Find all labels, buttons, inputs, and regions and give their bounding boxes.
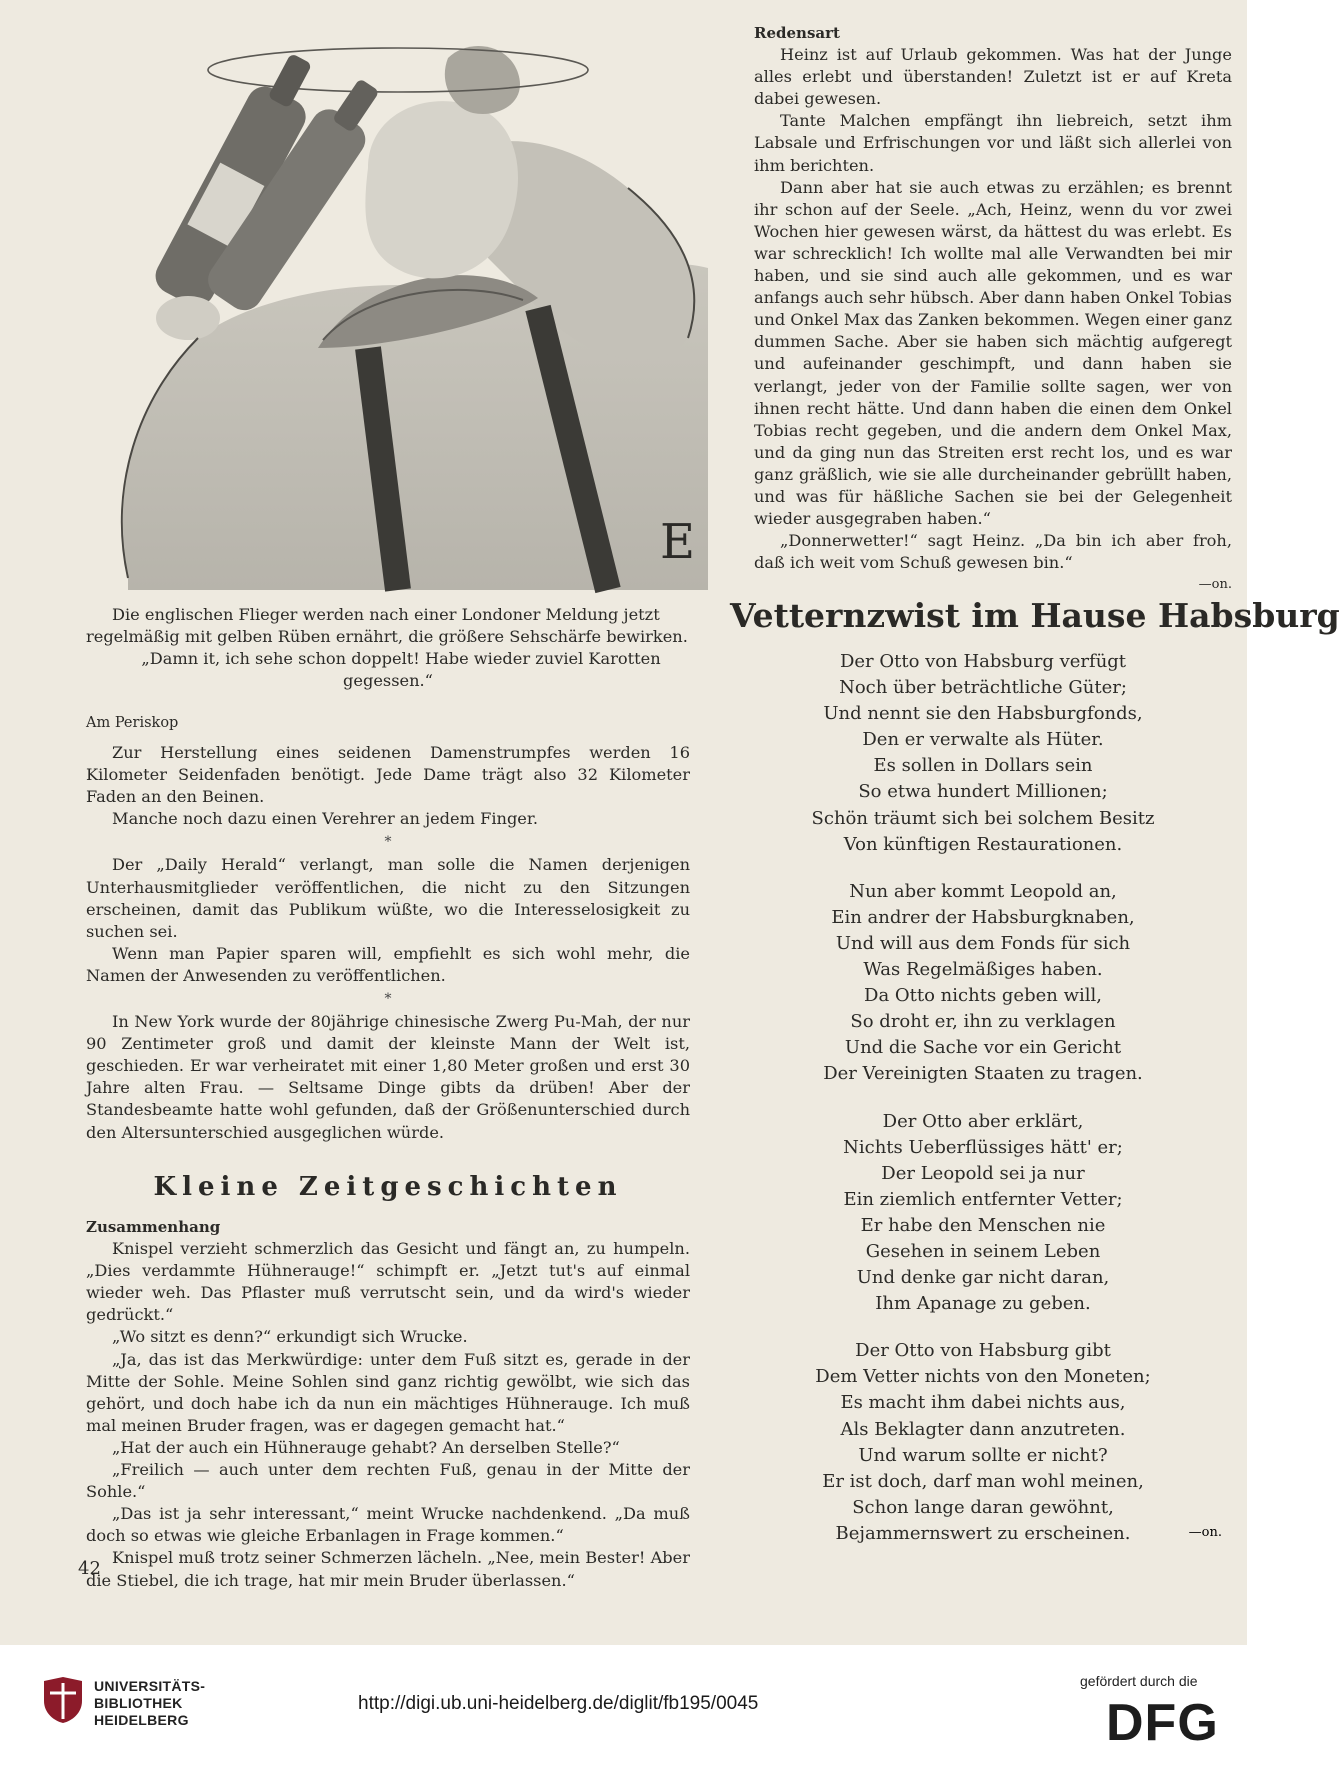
section-heading: Redensart xyxy=(754,24,840,42)
separator-asterisk: * xyxy=(384,834,392,851)
poem-line: Ein ziemlich entfernter Vetter; xyxy=(843,1188,1123,1210)
poem-line: Und die Sache vor ein Gericht xyxy=(844,1037,1122,1059)
paragraph: Tante Malchen empfängt ihn liebreich, setzt ihm Labsale und Erfrischungen vor und läßt sich allerlei von ihm berichten. xyxy=(754,111,1232,175)
poem-line: Dem Vetter nichts von den Moneten; xyxy=(815,1366,1151,1388)
poem-section xyxy=(730,596,1340,1544)
poem-line: Der Leopold sei ja nur xyxy=(881,1162,1085,1184)
author-signature: —on. xyxy=(1198,577,1232,593)
section-title: Kleine Zeitgeschichten xyxy=(153,1172,623,1202)
poem-line: So etwa hundert Millionen; xyxy=(858,781,1108,803)
author-signature: —on. xyxy=(1188,1525,1222,1540)
poem-line: Den er verwalte als Hüter. xyxy=(862,729,1104,751)
poem-line: Noch über beträchtliche Güter; xyxy=(839,677,1127,699)
paragraph: Der „Daily Herald“ verlangt, man solle die Namen derjenigen Unterhausmitglieder veröffentlichen, die nicht zu den Sitzungen erscheinen, damit das Publikum wüßte, wo die Interesselosigkeit zu suchen sei. xyxy=(86,855,690,941)
illustrator-signature: E xyxy=(660,514,696,570)
poem-line: Als Beklagter dann anzutreten. xyxy=(840,1418,1126,1440)
poem-line: Schon lange daran gewöhnt, xyxy=(852,1496,1114,1518)
library-seal-icon xyxy=(40,1675,86,1725)
paragraph: „Wo sitzt es denn?“ erkundigt sich Wrucke. xyxy=(112,1327,468,1347)
poem-line: So droht er, ihn zu verklagen xyxy=(850,1011,1116,1033)
poem-line: Was Regelmäßiges haben. xyxy=(863,959,1103,981)
library-name-line: HEIDELBERG xyxy=(94,1712,189,1728)
poem-body xyxy=(730,649,1236,1547)
poem-line: Ihm Apanage zu geben. xyxy=(875,1293,1091,1315)
poem-line: Er ist doch, darf man wohl meinen, xyxy=(822,1470,1144,1492)
paragraph: Wenn man Papier sparen will, empfiehlt es sich wohl mehr, die Namen der Anwesenden zu veröffentlichen. xyxy=(86,943,690,985)
caption-line: regelmäßig mit gelben Rüben ernährt, die größere Sehschärfe bewirken. xyxy=(86,627,688,647)
separator-asterisk: * xyxy=(384,991,392,1008)
poem-line: Nun aber kommt Leopold an, xyxy=(849,880,1117,902)
paragraph: Dann aber hat sie auch etwas zu erzählen; es brennt ihr schon auf der Seele. „Ach, Heinz, wenn du vor zwei Wochen hier gewesen wärst, da hättest du was erlebt. Es war schrecklich! Ich wollte mal alle Verwandten bei mir haben, und sie sind auch alle gekommen, und es war anfangs auch sehr hübsch. Aber dann haben Onkel Tobias und Onkel Max das Zanken bekommen. Wegen einer ganz dummen Sache. Aber sie haben sich mächtig aufgeregt und aufeinander geschimpft, und dann haben sie verlangt, jeder von der Familie sollte sagen, wer von ihnen recht hätte. Und dann haben die einen dem Onkel Tobias recht gegeben, und die andern dem Onkel Max, und da ging nun das Streiten erst recht los, und es war ganz gräßlich, wie sie alle durcheinander gebrüllt haben, und was für häßliche Sachen sie bei der Gelegenheit wieder ausgegraben haben.“ xyxy=(754,177,1232,529)
poem-stanza xyxy=(730,1109,1236,1318)
poem-line: Und nennt sie den Habsburgfonds, xyxy=(823,703,1143,725)
caption-line: „Damn it, ich sehe schon doppelt! Habe wieder zuviel Karotten gegessen.“ xyxy=(141,649,661,691)
paragraph: „Donnerwetter!“ sagt Heinz. „Da bin ich aber froh, daß ich weit vom Schuß gewesen bin.“ xyxy=(754,531,1232,573)
library-name-line: BIBLIOTHEK xyxy=(94,1695,183,1711)
cartoon-drawing xyxy=(68,18,708,590)
poem-line: Er habe den Menschen nie xyxy=(860,1214,1106,1236)
poem-line: Der Vereinigten Staaten zu tragen. xyxy=(823,1063,1143,1085)
poem-title: Vetternzwist im Hause Habsburg xyxy=(730,596,1340,635)
library-name-line: UNIVERSITÄTS- xyxy=(94,1678,206,1694)
paragraph: In New York wurde der 80jährige chinesische Zwerg Pu-Mah, der nur 90 Zentimeter groß und damit der kleinste Mann der Welt ist, geschieden. Er war verheiratet mit einer 1,80 Meter großen und erst 30 Jahre alten Frau. — Seltsame Dinge gibts da drüben! Aber der Standesbeamte hatte wohl gefunden, daß der Größenunterschied durch den Altersunterschied ausgeglichen würde. xyxy=(86,1012,690,1142)
paragraph: Knispel verzieht schmerzlich das Gesicht und fängt an, zu humpeln. „Dies verdammte Hühnerauge!“ schimpft er. „Jetzt tut's auf einmal wieder weh. Das Pflaster muß verrutscht sein, und da wird's wieder gedrückt.“ xyxy=(86,1239,690,1325)
paragraph: Zur Herstellung eines seidenen Damenstrumpfes werden 16 Kilometer Seidenfaden benötigt. Jede Dame trägt also 32 Kilometer Faden an den Beinen. xyxy=(86,743,690,807)
paragraph: „Ja, das ist das Merkwürdige: unter dem Fuß sitzt es, gerade in der Mitte der Sohle. Meine Sohlen sind ganz richtig gewölbt, wie sich das gehört, und doch habe ich da nun ein mächtiges Hühnerauge. Ich muß mal meinen Bruder fragen, was er dagegen gemacht hat.“ xyxy=(86,1349,690,1435)
poem-line: Der Otto aber erklärt, xyxy=(882,1110,1084,1132)
poem-line: Von künftigen Restaurationen. xyxy=(843,833,1123,855)
caption-line: Die englischen Flieger werden nach einer Londoner Meldung jetzt xyxy=(112,605,660,624)
poem-line: Gesehen in seinem Leben xyxy=(865,1240,1101,1262)
kleine-zeitgeschichten-section xyxy=(86,1172,690,1592)
periskop-section xyxy=(86,712,690,1144)
poem-line: Da Otto nichts geben will, xyxy=(864,985,1102,1007)
dfg-logo[interactable]: DFG xyxy=(1106,1694,1219,1752)
poem-line: Nichts Ueberflüssiges hätt' er; xyxy=(843,1136,1123,1158)
paragraph: „Das ist ja sehr interessant,“ meint Wrucke nachdenkend. „Da muß doch so etwas wie gleiche Erbanlagen in Frage kommen.“ xyxy=(86,1504,690,1546)
poem-stanza xyxy=(730,879,1236,1088)
page-number: 42 xyxy=(78,1558,101,1579)
library-name xyxy=(94,1678,205,1729)
viewer-footer xyxy=(0,1645,1247,1765)
paragraph: „Hat der auch ein Hühnerauge gehabt? An derselben Stelle?“ xyxy=(112,1437,620,1457)
poem-line: Es macht ihm dabei nichts aus, xyxy=(840,1392,1126,1414)
poem-line: Und will aus dem Fonds für sich xyxy=(835,932,1131,954)
redensart-section xyxy=(754,22,1232,596)
funding-note: gefördert durch die xyxy=(1080,1673,1198,1689)
cartoon-illustration xyxy=(68,18,708,590)
paragraph: Heinz ist auf Urlaub gekommen. Was hat der Junge alles erlebt und überstanden! Zuletzt ist er auf Kreta dabei gewesen. xyxy=(754,45,1232,109)
poem-stanza xyxy=(730,649,1236,858)
poem-line: Der Otto von Habsburg verfügt xyxy=(839,651,1127,672)
poem-line: Der Otto von Habsburg gibt xyxy=(855,1340,1111,1362)
paragraph: Manche noch dazu einen Verehrer an jedem Finger. xyxy=(112,809,538,829)
permalink-url[interactable]: http://digi.ub.uni-heidelberg.de/diglit/fb195/0045 xyxy=(358,1693,759,1714)
poem-line: Bejammernswert zu erscheinen. xyxy=(835,1522,1131,1544)
paragraph: Knispel muß trotz seiner Schmerzen lächeln. „Nee, mein Bester! Aber die Stiebel, die ich trage, hat mir mein Bruder überlassen.“ xyxy=(86,1548,690,1590)
paragraph: „Freilich — auch unter dem rechten Fuß, genau in der Mitte der Sohle.“ xyxy=(86,1460,690,1502)
poem-line: Schön träumt sich bei solchem Besitz xyxy=(811,807,1155,829)
cartoon-caption xyxy=(86,604,690,692)
poem-stanza xyxy=(730,1338,1236,1547)
poem-line: Und warum sollte er nicht? xyxy=(858,1444,1108,1466)
library-logo[interactable] xyxy=(40,1675,86,1729)
section-subheading: Zusammenhang xyxy=(86,1218,221,1236)
poem-line: Ein andrer der Habsburgknaben, xyxy=(831,906,1135,928)
section-heading: Am Periskop xyxy=(86,715,179,731)
poem-line: Es sollen in Dollars sein xyxy=(873,755,1093,777)
poem-line: Und denke gar nicht daran, xyxy=(856,1267,1110,1289)
